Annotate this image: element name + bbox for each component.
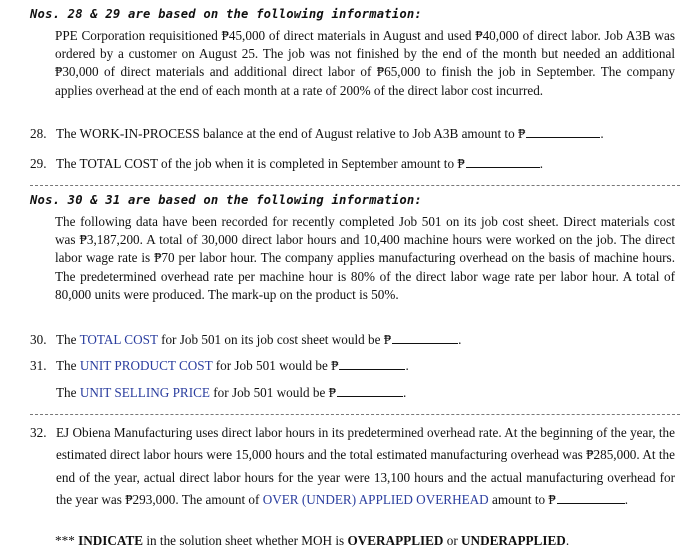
question-text-pre: The — [56, 332, 80, 347]
note-text: in the solution sheet whether MOH is — [143, 533, 348, 548]
dashed-separator — [30, 414, 680, 415]
answer-blank[interactable] — [557, 492, 625, 504]
note-or: or — [443, 533, 462, 548]
question-28 — [30, 126, 604, 142]
highlight-term: UNIT PRODUCT COST — [79, 358, 213, 373]
question-text: EJ Obiena Manufacturing uses direct labor hours in its predetermined overhead rate. At the beginning of the year, the estimated direct labor hours were 15,000 hours and the total estimated manufacturing overhead was ₱285,000. At the end of the year, actual direct labor hours for the year were 13,100 hours and the actual manufacturing overhead for the year was ₱293,000. The amount of — [56, 425, 675, 508]
answer-blank[interactable] — [392, 332, 458, 344]
highlight-term: UNIT SELLING PRICE — [79, 385, 210, 400]
answer-blank[interactable] — [337, 385, 403, 397]
instruction-note — [55, 533, 569, 549]
period: . — [624, 492, 629, 508]
question-text-post: for Job 501 on its job cost sheet would be ₱ — [157, 332, 392, 347]
question-31b — [56, 385, 406, 401]
question-number: 30. — [30, 332, 47, 347]
question-text-post: for Job 501 would be ₱ — [209, 385, 336, 400]
question-number: 31. — [30, 358, 47, 373]
question-text-pre: The — [56, 385, 80, 400]
period: . — [539, 156, 543, 171]
question-29 — [30, 156, 543, 172]
period: . — [405, 358, 409, 373]
question-32 — [30, 422, 675, 512]
highlight-term: TOTAL COST — [79, 332, 158, 347]
question-31 — [30, 358, 409, 374]
question-number: 32. — [30, 425, 47, 440]
answer-blank[interactable] — [526, 126, 600, 138]
note-overapplied: OVERAPPLIED — [347, 533, 444, 548]
info-paragraph-28-29: PPE Corporation requisitioned ₱45,000 of direct materials in August and used ₱40,000 of direct labor. Job A3B was ordered by a customer on August 25. The job was not finished by the end of the month but needed an additional ₱30,000 of direct materials and additional direct labor of ₱65,000 to finish the job in September. The company applies overhead at the end of each month at a rate of 200% of the direct labor cost incurred. — [55, 28, 675, 98]
question-text-post: for Job 501 would be ₱ — [212, 358, 339, 373]
question-text: The TOTAL COST of the job when it is completed in September amount to ₱ — [56, 156, 465, 171]
note-underapplied: UNDERAPPLIED — [461, 533, 566, 548]
period: . — [600, 126, 604, 141]
section-header-30-31: Nos. 30 & 31 are based on the following information: — [30, 193, 422, 207]
note-indicate: INDICATE — [78, 533, 144, 548]
period: . — [458, 332, 462, 347]
question-number: 29. — [30, 156, 47, 171]
question-text-pre: The — [56, 358, 80, 373]
answer-blank[interactable] — [466, 156, 540, 168]
question-32-body — [56, 422, 675, 512]
question-number: 28. — [30, 126, 47, 141]
dashed-separator — [30, 185, 680, 186]
highlight-term: OVER (UNDER) APPLIED OVERHEAD — [262, 492, 489, 508]
note-stars: *** — [55, 533, 79, 548]
period: . — [565, 533, 570, 548]
period: . — [403, 385, 407, 400]
answer-blank[interactable] — [339, 358, 405, 370]
question-text: The WORK-IN-PROCESS balance at the end of August relative to Job A3B amount to ₱ — [56, 126, 526, 141]
section-header-28-29: Nos. 28 & 29 are based on the following information: — [30, 7, 422, 21]
info-paragraph-30-31: The following data have been recorded for recently completed Job 501 on its job cost sheet. Direct materials cost was ₱3,187,200. A total of 30,000 direct labor hours and 10,400 machine hours were worked on the job. The direct labor wage rate is ₱70 per labor hour. The company applies manufacturing overhead on the basis of machine hours. The predetermined overhead rate per machine hour is 80% of the direct labor wage rate per labor hour. A total of 80,000 units were produced. The mark-up on the product is 50%. — [55, 214, 675, 302]
question-text-post: amount to ₱ — [488, 492, 556, 508]
question-30 — [30, 332, 461, 348]
